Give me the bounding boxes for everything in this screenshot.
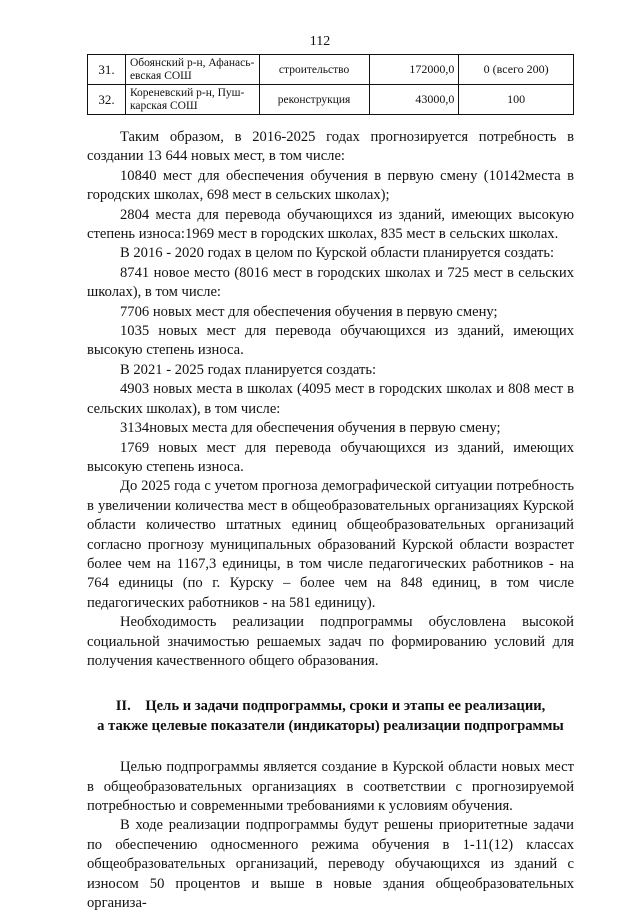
paragraph: 7706 новых мест для обеспечения обучения в первую смену; [120, 303, 498, 320]
paragraph: Таким образом, в 2016-2025 годах прогнозируется потребность в создании 13 644 новых мест, в том числе: [87, 129, 574, 165]
paragraph: 2804 места для перевода обучающихся из зданий, имеющих высокую степень износа:1969 мест в городских школах, 835 мест в сельских школах. [87, 206, 574, 243]
paragraph: 8741 новое место (8016 мест в городских школах и 725 мест в сельских школах), в том числе: [87, 264, 574, 301]
objects-table [87, 54, 574, 115]
page-number: 112 [309, 34, 331, 49]
cost-amount: 172000,0 [369, 55, 459, 85]
paragraph: В ходе реализации подпрограммы будут решены приоритетные задачи по обеспечению односменного режима обучения в 1-11(12) классах общеобразовательных организаций, переводу обучающихся из зданий с износом 50 процентов и выше в новые здания общеобразовательных организа- [87, 817, 574, 912]
paragraph: 1035 новых мест для перевода обучающихся из зданий, имеющих высокую степень износа. [87, 323, 574, 359]
paragraph: До 2025 года с учетом прогноза демографической ситуации потребность в увеличении количества мест в общеобразовательных организациях Курской области количество штатных единиц общеобразовательных организаций согласно прогнозу муниципальных образований Курской области возрастет более чем на 1167,3 единицы, в том числе педагогических работников - на 764 единицы (по г. Курску – более чем на 848 единиц, в том числе педагогических работников - на 581 единицу). [87, 478, 574, 611]
paragraph: 4903 новых места в школах (4095 мест в городских школах и 808 мест в сельских школах), в том числе: [87, 381, 574, 417]
paragraph: Необходимость реализации подпрограммы обусловлена высокой социальной значимостью решаемых задач по формированию условий для получения качественного общего образования. [87, 614, 574, 669]
table-row [88, 55, 574, 85]
section-title: II. Цель и задачи подпрограммы, сроки и этапы ее реализации, а также целевые показатели (индикаторы) реализации подпрограммы [97, 698, 564, 734]
table-row [88, 85, 574, 115]
paragraph: В 2016 - 2020 годах в целом по Курской области планируется создать: [120, 245, 555, 262]
places-count: 0 (всего 200) [459, 55, 574, 85]
paragraph: 10840 мест для обеспечения обучения в первую смену (10142места в городских школах, 698 мест в сельских школах); [87, 167, 574, 204]
cost-amount: 43000,0 [369, 85, 459, 115]
object-name: Кореневский р-н, Пуш- карская СОШ [125, 85, 259, 115]
row-number: 31. [88, 55, 126, 85]
row-number: 32. [88, 85, 126, 115]
work-type: реконструкция [259, 85, 369, 115]
paragraph: В 2021 - 2025 годах планируется создать: [120, 361, 377, 378]
work-type: строительство [259, 55, 369, 85]
places-count: 100 [459, 85, 574, 115]
document-body [87, 128, 574, 913]
object-name: Обоянский р-н, Афанась- евская СОШ [125, 55, 259, 85]
paragraph: Целью подпрограммы является создание в Курской области новых мест в общеобразовательных организациях в соответствии с прогнозируемой потребностью и современными требованиями к условиям обучения. [87, 759, 574, 814]
paragraph: 3134новых места для обеспечения обучения в первую смену; [120, 420, 501, 437]
paragraph: 1769 новых мест для перевода обучающихся из зданий, имеющих высокую степень износа. [87, 439, 574, 475]
